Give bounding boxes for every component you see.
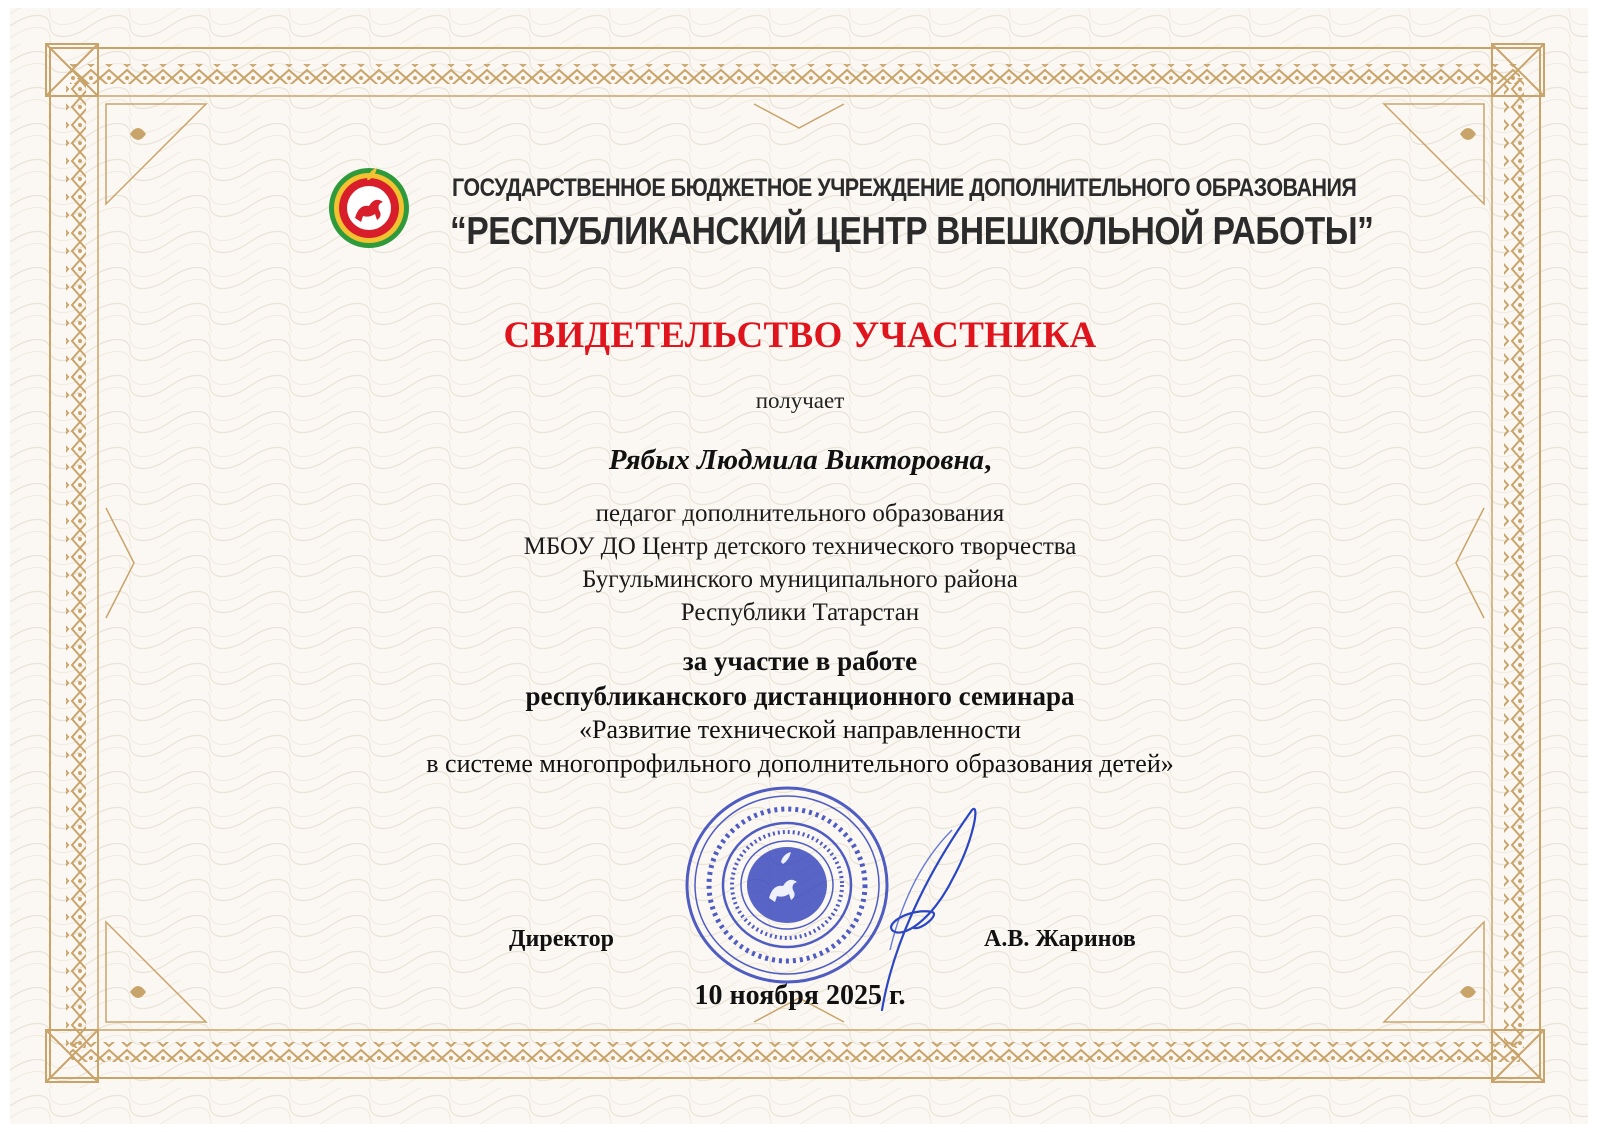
certificate-title: СВИДЕТЕЛЬСТВО УЧАСТНИКА bbox=[503, 315, 1097, 356]
recipient-name-comma: , bbox=[984, 444, 992, 476]
tatarstan-emblem-icon bbox=[327, 158, 411, 260]
seminar-topic-line-1: «Развитие технической направленности bbox=[579, 715, 1021, 744]
director-label: Директор bbox=[509, 926, 614, 952]
position-line: Республики Татарстан bbox=[680, 599, 920, 626]
issue-date: 10 ноября 2025 г. bbox=[694, 980, 906, 1011]
director-name: А.В. Жаринов bbox=[984, 926, 1136, 952]
seminar-topic-line-2: в системе многопрофильного дополнительного образования детей» bbox=[426, 749, 1174, 778]
organization-subtitle: ГОСУДАРСТВЕННОЕ БЮДЖЕТНОЕ УЧРЕЖДЕНИЕ ДОПОЛНИТЕЛЬНОГО ОБРАЗОВАНИЯ bbox=[452, 174, 1357, 202]
receives-label: получает bbox=[755, 388, 845, 413]
reason-line-2: республиканского дистанционного семинара bbox=[525, 681, 1075, 711]
recipient-name-line bbox=[0, 444, 1600, 477]
position-line: Бугульминского муниципального района bbox=[582, 566, 1018, 593]
position-line: МБОУ ДО Центр детского технического творчества bbox=[523, 533, 1077, 560]
recipient-name: Рябых Людмила Викторовна bbox=[608, 444, 985, 476]
recipient-position bbox=[0, 497, 1600, 629]
reason-line-1: за участие в работе bbox=[682, 646, 918, 676]
position-line: педагог дополнительного образования bbox=[595, 500, 1005, 527]
organization-name: “РЕСПУБЛИКАНСКИЙ ЦЕНТР ВНЕШКОЛЬНОЙ РАБОТЫ” bbox=[450, 210, 1374, 253]
